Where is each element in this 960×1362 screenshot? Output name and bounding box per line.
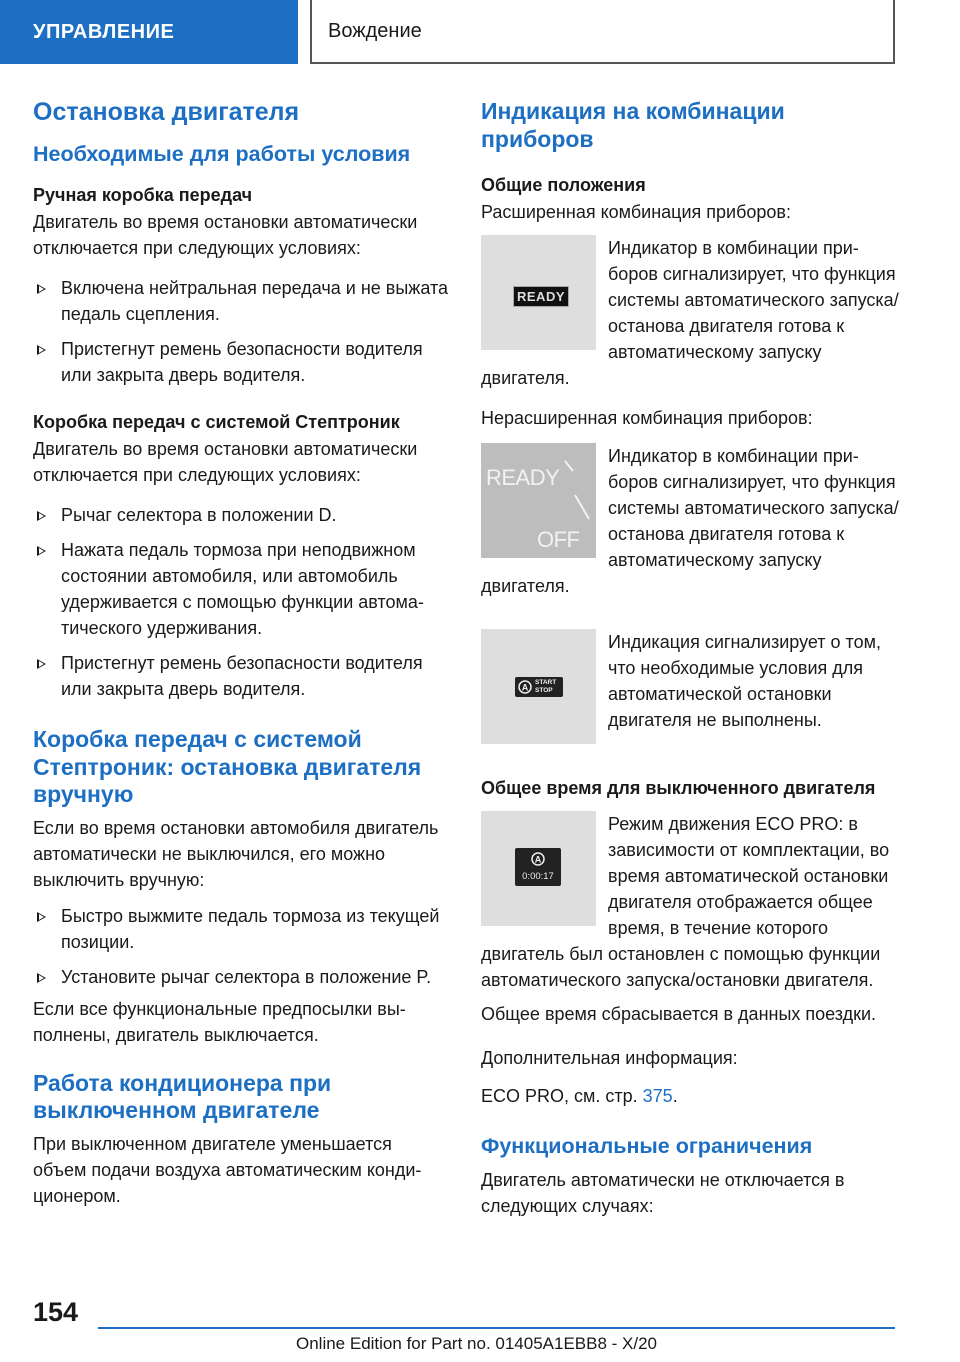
- subsection-title-manual-stop: Коробка передач с системой Стептроник: остановка двигателя вручную: [33, 726, 422, 807]
- list-item: Пристегнут ремень безопасности водителя или закрыта дверь водителя.: [33, 336, 448, 388]
- bullet-triangle-icon: [37, 284, 46, 294]
- auto-a-icon: [530, 851, 546, 867]
- extended-cluster-label: Расширенная комбинация приборов:: [481, 202, 791, 222]
- more-info-label: Дополнительная информация:: [481, 1048, 738, 1068]
- ready-indicator-figure: [481, 235, 596, 350]
- ready-extended-text: Индикатор в комбинации приборов сигнализирует, что функция системы автоматического запуска/останова двигателя готова к автоматическому запуску двигателя.: [481, 238, 899, 388]
- list-item: Пристегнут ремень безопасности водителя или закрыта дверь водителя.: [33, 650, 448, 702]
- start-stop-text: Индикация сигнализирует о том, что необходимые условия для автоматической остановки двигателя не выполнены.: [608, 632, 881, 730]
- list-item: Нажата педаль тормоза при неподвижном состоянии автомобиля, или автомобиль удерживается с помощью функции автоматического удерживания.: [33, 537, 448, 641]
- figure-block-total-time: [481, 811, 901, 1001]
- general-heading: Общие положения: [481, 175, 646, 195]
- ready-indicator-icon: READY: [513, 286, 569, 307]
- ready-off-indicator-figure: [481, 443, 596, 558]
- reset-text: Общее время сбрасывается в данных поездки.: [481, 1004, 877, 1024]
- footer-edition: Online Edition for Part no. 01405A1EBB8 - X/20: [296, 1334, 658, 1353]
- bullet-triangle-icon: [37, 345, 46, 355]
- auto-a-icon: [517, 679, 533, 695]
- svg-text:A: A: [534, 854, 542, 865]
- subsection-title-ac: Работа кондиционера при выключенном двигателе: [33, 1069, 332, 1123]
- bullet-triangle-icon: [37, 659, 46, 669]
- left-column: [33, 98, 448, 1217]
- bullet-triangle-icon: [37, 912, 46, 922]
- start-stop-icon: [515, 677, 563, 697]
- subsection-title-limits: Функциональные ограничения: [481, 1134, 813, 1158]
- start-label: START: [535, 679, 557, 686]
- section-title-engine-stop: Остановка двигателя: [33, 98, 300, 126]
- manual-gearbox-intro: Двигатель во время остановки автоматически отключается при следующих условиях:: [33, 212, 418, 258]
- steptronic-heading: Коробка передач с системой Стептроник: [33, 412, 400, 432]
- start-stop-indicator-figure: [481, 629, 596, 744]
- list-item: Включена нейтральная передача и не выжата педаль сцепления.: [33, 275, 448, 327]
- ac-text: При выключенном двигателе уменьшается объем подачи воздуха автоматическим кондиционером.: [33, 1133, 422, 1206]
- ready-gauge-label: READY: [486, 465, 560, 490]
- total-time-text: Режим движения ECO PRO: в зависимости от комплектации, во время автоматической остановки двигателя отображается общее время, в течение которого двигатель был остановлен с помощью функции автоматического запуска/остановки двигателя.: [481, 814, 890, 990]
- bullet-triangle-icon: [37, 973, 46, 983]
- stop-label: STOP: [535, 687, 553, 694]
- figure-block-ready-nonextended: [481, 443, 901, 613]
- section-title-display: Индикация на комбинации приборов: [481, 98, 785, 152]
- bullet-triangle-icon: [37, 511, 46, 521]
- list-item: Быстро выжмите педаль тормоза из текущей позиции.: [33, 903, 448, 955]
- figure-block-ready-extended: [481, 235, 901, 405]
- nonextended-cluster-label: Нерасширенная комбинация приборов:: [481, 408, 813, 428]
- limits-text: Двигатель автоматически не отключается в следующих случаях:: [481, 1170, 845, 1216]
- section-tab: УПРАВЛЕНИЕ: [0, 0, 298, 64]
- right-column: [481, 98, 901, 1227]
- off-gauge-label: OFF: [537, 527, 580, 552]
- total-time-indicator-figure: [481, 811, 596, 926]
- total-time-icon: [515, 848, 561, 886]
- list-item: Рычаг селектора в положении D.: [33, 502, 448, 528]
- svg-text:A: A: [521, 682, 529, 693]
- gauge-needle-icon: [561, 457, 591, 527]
- total-time-value: 0:00:17: [522, 871, 554, 882]
- figure-block-start-stop: [481, 629, 901, 748]
- bullet-triangle-icon: [37, 546, 46, 556]
- manual-stop-intro: Если во время остановки автомобиля двигатель автоматически не выключился, его можно выключить вручную:: [33, 817, 439, 890]
- eco-pro-reference: ECO PRO, см. стр. 375.: [481, 1086, 678, 1106]
- subsection-title-conditions: Необходимые для работы условия: [33, 142, 411, 166]
- footer-divider: [98, 1327, 895, 1329]
- manual-gearbox-heading: Ручная коробка передач: [33, 185, 253, 205]
- list-item: Установите рычаг селектора в положение P.: [33, 964, 448, 990]
- steptronic-intro: Двигатель во время остановки автоматически отключается при следующих условиях:: [33, 439, 418, 485]
- ready-nonextended-text: Индикатор в комбинации приборов сигнализирует, что функция системы автоматического запуска/останова двигателя готова к автоматическому запуску двигателя.: [481, 446, 899, 596]
- page-number: 154: [33, 1297, 79, 1327]
- page-link-375[interactable]: 375: [642, 1086, 673, 1106]
- total-time-heading: Общее время для выключенного двигателя: [481, 778, 876, 798]
- manual-stop-outro: Если все функциональные предпосылки выполнены, двигатель выключается.: [33, 998, 406, 1045]
- chapter-title: Вождение: [310, 0, 895, 64]
